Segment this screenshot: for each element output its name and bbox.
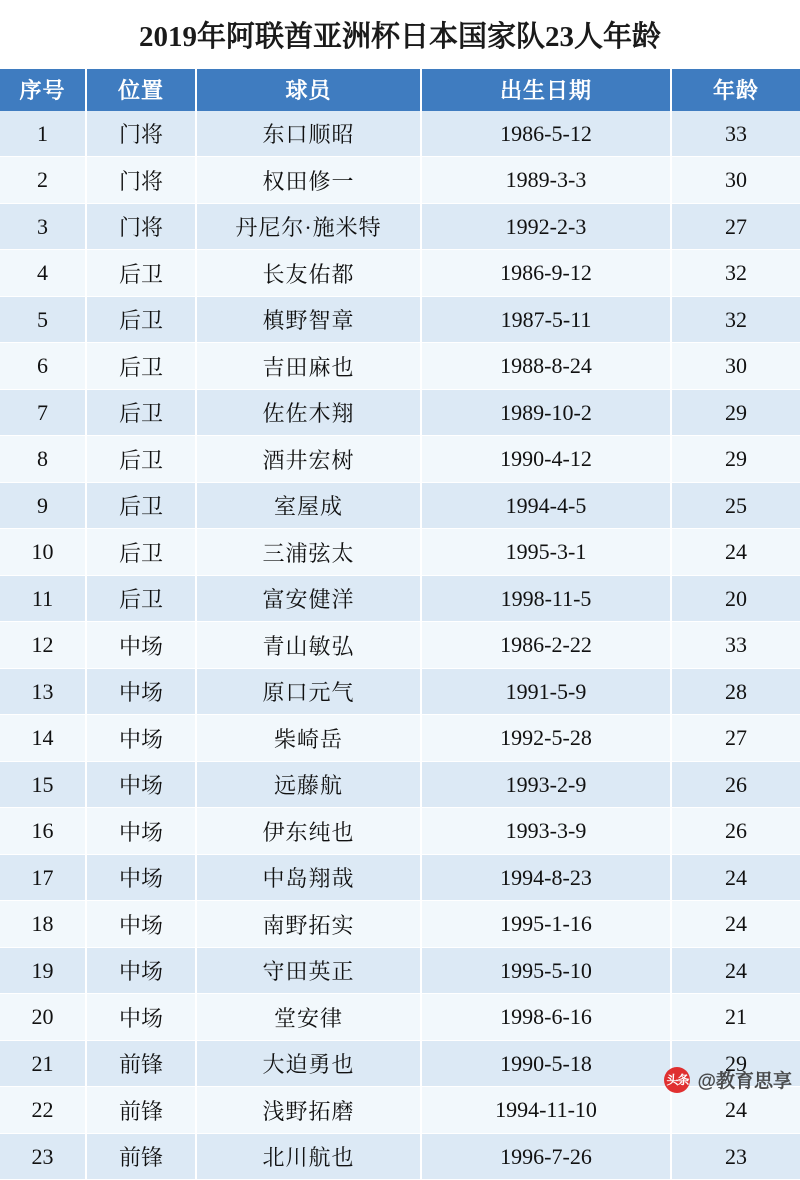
cell-index: 3 xyxy=(0,203,86,250)
table-row xyxy=(0,343,800,390)
cell-age: 20 xyxy=(671,575,800,622)
cell-position: 门将 xyxy=(86,203,196,250)
table-row xyxy=(0,854,800,901)
cell-position: 后卫 xyxy=(86,482,196,529)
cell-age: 24 xyxy=(671,854,800,901)
cell-index: 17 xyxy=(0,854,86,901)
cell-birthdate: 1990-4-12 xyxy=(421,436,671,483)
cell-birthdate: 1993-2-9 xyxy=(421,761,671,808)
table-row xyxy=(0,994,800,1041)
cell-player: 酒井宏树 xyxy=(196,436,421,483)
cell-player: 浅野拓磨 xyxy=(196,1087,421,1134)
cell-index: 12 xyxy=(0,622,86,669)
cell-age: 26 xyxy=(671,808,800,855)
cell-age: 30 xyxy=(671,343,800,390)
cell-player: 大迫勇也 xyxy=(196,1040,421,1087)
cell-index: 2 xyxy=(0,157,86,204)
player-age-table xyxy=(0,69,800,1180)
cell-player: 远藤航 xyxy=(196,761,421,808)
cell-player: 槙野智章 xyxy=(196,296,421,343)
cell-age: 32 xyxy=(671,296,800,343)
cell-position: 后卫 xyxy=(86,529,196,576)
cell-age: 29 xyxy=(671,436,800,483)
cell-birthdate: 1986-5-12 xyxy=(421,111,671,157)
cell-index: 7 xyxy=(0,389,86,436)
cell-birthdate: 1994-8-23 xyxy=(421,854,671,901)
cell-player: 三浦弦太 xyxy=(196,529,421,576)
cell-position: 前锋 xyxy=(86,1040,196,1087)
cell-player: 佐佐木翔 xyxy=(196,389,421,436)
cell-age: 24 xyxy=(671,947,800,994)
cell-player: 权田修一 xyxy=(196,157,421,204)
cell-birthdate: 1988-8-24 xyxy=(421,343,671,390)
cell-birthdate: 1998-6-16 xyxy=(421,994,671,1041)
cell-position: 后卫 xyxy=(86,343,196,390)
cell-birthdate: 1989-3-3 xyxy=(421,157,671,204)
table-header-row xyxy=(0,69,800,111)
table-row xyxy=(0,947,800,994)
cell-position: 中场 xyxy=(86,854,196,901)
cell-position: 中场 xyxy=(86,715,196,762)
cell-age: 28 xyxy=(671,668,800,715)
cell-position: 后卫 xyxy=(86,389,196,436)
cell-position: 中场 xyxy=(86,622,196,669)
cell-age: 29 xyxy=(671,1040,800,1087)
cell-player: 南野拓实 xyxy=(196,901,421,948)
cell-player: 富安健洋 xyxy=(196,575,421,622)
cell-index: 22 xyxy=(0,1087,86,1134)
cell-position: 门将 xyxy=(86,111,196,157)
cell-birthdate: 1986-9-12 xyxy=(421,250,671,297)
cell-position: 前锋 xyxy=(86,1087,196,1134)
cell-index: 4 xyxy=(0,250,86,297)
table-body xyxy=(0,111,800,1180)
cell-birthdate: 1992-2-3 xyxy=(421,203,671,250)
cell-birthdate: 1987-5-11 xyxy=(421,296,671,343)
column-header-age: 年龄 xyxy=(671,69,800,111)
cell-birthdate: 1995-1-16 xyxy=(421,901,671,948)
cell-index: 20 xyxy=(0,994,86,1041)
cell-age: 32 xyxy=(671,250,800,297)
cell-position: 中场 xyxy=(86,901,196,948)
cell-age: 29 xyxy=(671,389,800,436)
cell-player: 守田英正 xyxy=(196,947,421,994)
cell-birthdate: 1995-3-1 xyxy=(421,529,671,576)
cell-index: 11 xyxy=(0,575,86,622)
cell-player: 吉田麻也 xyxy=(196,343,421,390)
table-row xyxy=(0,901,800,948)
cell-index: 1 xyxy=(0,111,86,157)
cell-index: 13 xyxy=(0,668,86,715)
table-row xyxy=(0,250,800,297)
cell-position: 中场 xyxy=(86,994,196,1041)
cell-index: 14 xyxy=(0,715,86,762)
cell-age: 24 xyxy=(671,1087,800,1134)
table-row xyxy=(0,622,800,669)
cell-age: 33 xyxy=(671,111,800,157)
column-header-index: 序号 xyxy=(0,69,86,111)
cell-index: 8 xyxy=(0,436,86,483)
cell-index: 16 xyxy=(0,808,86,855)
cell-player: 中岛翔哉 xyxy=(196,854,421,901)
cell-index: 19 xyxy=(0,947,86,994)
cell-player: 东口顺昭 xyxy=(196,111,421,157)
cell-index: 6 xyxy=(0,343,86,390)
cell-position: 门将 xyxy=(86,157,196,204)
cell-position: 中场 xyxy=(86,947,196,994)
cell-index: 9 xyxy=(0,482,86,529)
column-header-position: 位置 xyxy=(86,69,196,111)
cell-birthdate: 1991-5-9 xyxy=(421,668,671,715)
cell-age: 25 xyxy=(671,482,800,529)
cell-position: 后卫 xyxy=(86,296,196,343)
cell-birthdate: 1992-5-28 xyxy=(421,715,671,762)
cell-index: 10 xyxy=(0,529,86,576)
cell-player: 长友佑都 xyxy=(196,250,421,297)
cell-age: 24 xyxy=(671,529,800,576)
cell-birthdate: 1986-2-22 xyxy=(421,622,671,669)
table-row xyxy=(0,1087,800,1134)
cell-position: 中场 xyxy=(86,761,196,808)
table-row xyxy=(0,296,800,343)
cell-birthdate: 1990-5-18 xyxy=(421,1040,671,1087)
cell-birthdate: 1995-5-10 xyxy=(421,947,671,994)
cell-index: 15 xyxy=(0,761,86,808)
cell-player: 伊东纯也 xyxy=(196,808,421,855)
cell-index: 18 xyxy=(0,901,86,948)
page-title: 2019年阿联酋亚洲杯日本国家队23人年龄 xyxy=(138,21,661,53)
cell-age: 21 xyxy=(671,994,800,1041)
table-row xyxy=(0,668,800,715)
cell-age: 33 xyxy=(671,622,800,669)
watermark xyxy=(664,1066,792,1093)
cell-player: 丹尼尔·施米特 xyxy=(196,203,421,250)
cell-age: 26 xyxy=(671,761,800,808)
table-row xyxy=(0,482,800,529)
table-row xyxy=(0,203,800,250)
table-row xyxy=(0,715,800,762)
table-row xyxy=(0,1133,800,1180)
cell-age: 24 xyxy=(671,901,800,948)
cell-position: 中场 xyxy=(86,808,196,855)
cell-age: 30 xyxy=(671,157,800,204)
cell-age: 23 xyxy=(671,1133,800,1180)
cell-player: 青山敏弘 xyxy=(196,622,421,669)
cell-age: 27 xyxy=(671,715,800,762)
cell-player: 室屋成 xyxy=(196,482,421,529)
cell-position: 前锋 xyxy=(86,1133,196,1180)
table-header xyxy=(0,69,800,111)
table-row xyxy=(0,575,800,622)
cell-player: 北川航也 xyxy=(196,1133,421,1180)
cell-index: 21 xyxy=(0,1040,86,1087)
watermark-text: @教育思享 xyxy=(697,1071,792,1092)
cell-index: 23 xyxy=(0,1133,86,1180)
cell-birthdate: 1994-11-10 xyxy=(421,1087,671,1134)
cell-birthdate: 1989-10-2 xyxy=(421,389,671,436)
cell-player: 柴崎岳 xyxy=(196,715,421,762)
column-header-player: 球员 xyxy=(196,69,421,111)
cell-player: 堂安律 xyxy=(196,994,421,1041)
cell-birthdate: 1996-7-26 xyxy=(421,1133,671,1180)
table-row xyxy=(0,436,800,483)
cell-position: 后卫 xyxy=(86,575,196,622)
table-row xyxy=(0,761,800,808)
cell-index: 5 xyxy=(0,296,86,343)
cell-position: 后卫 xyxy=(86,250,196,297)
table-row xyxy=(0,111,800,157)
cell-position: 中场 xyxy=(86,668,196,715)
table-row xyxy=(0,389,800,436)
cell-player: 原口元气 xyxy=(196,668,421,715)
cell-age: 27 xyxy=(671,203,800,250)
toutiao-logo-icon: 头条 xyxy=(664,1067,690,1093)
table-row xyxy=(0,529,800,576)
cell-birthdate: 1994-4-5 xyxy=(421,482,671,529)
cell-position: 后卫 xyxy=(86,436,196,483)
table-row xyxy=(0,808,800,855)
cell-birthdate: 1998-11-5 xyxy=(421,575,671,622)
column-header-birthdate: 出生日期 xyxy=(421,69,671,111)
cell-birthdate: 1993-3-9 xyxy=(421,808,671,855)
table-row xyxy=(0,157,800,204)
